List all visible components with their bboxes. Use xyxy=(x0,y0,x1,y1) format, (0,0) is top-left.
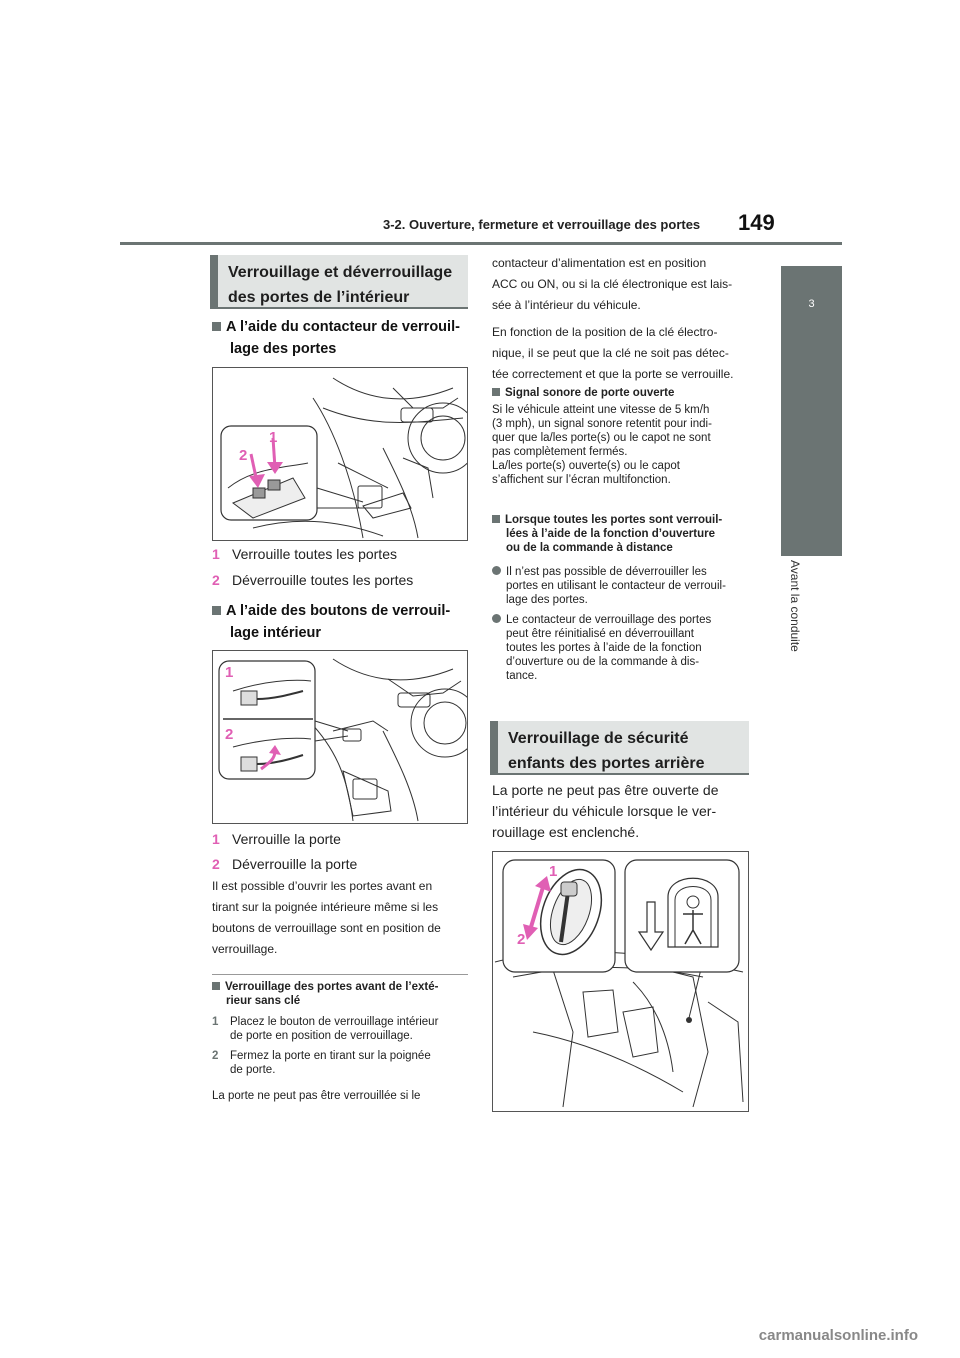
square-bullet-icon xyxy=(212,606,221,615)
paragraph-child-lock: La porte ne peut pas être ouverte de l’intérieur du véhicule lorsque le ver- rouillage est enclenché. xyxy=(492,782,719,840)
header-rule xyxy=(120,242,842,245)
callout-2: 2 xyxy=(239,447,248,464)
callout-1: 1 xyxy=(549,863,558,880)
note-rule xyxy=(212,974,468,975)
bullet-list xyxy=(492,565,754,683)
note-steps xyxy=(212,1015,474,1077)
figure-door-lock-switch xyxy=(212,367,468,541)
section-rule xyxy=(490,773,749,775)
note-body-door-open-buzzer: Si le véhicule atteint une vitesse de 5 km/h (3 mph), un signal sonore retentit pour indi- quer que la/les porte(s) ou le capot ne sont pas complètement fermés. La/les porte(s) ouverte(s) ou le capot s’affichent sur l’écran multifonction. xyxy=(492,404,712,486)
page-number: 149 xyxy=(738,210,775,235)
square-bullet-icon xyxy=(492,515,500,523)
list-item: 2 Fermez la porte en tirant sur la poignée de porte. xyxy=(212,1050,431,1076)
subheading-door-lock-switch: A l’aide du contacteur de verrouil- lage des portes xyxy=(212,316,472,360)
list-item: 2 Déverrouille la porte xyxy=(212,856,358,872)
circle-bullet-icon xyxy=(492,614,501,623)
steps-interior-lock-buttons xyxy=(212,829,472,874)
list-item: Il n’est pas possible de déverrouiller les portes en utilisant le contacteur de verrouil- lage des portes. xyxy=(492,565,754,607)
square-bullet-icon xyxy=(212,982,220,990)
circle-bullet-icon xyxy=(492,566,501,575)
steps-door-lock-switch xyxy=(212,544,472,590)
list-item: 1 Verrouille toutes les portes xyxy=(212,546,397,562)
list-item: 1 Verrouille la porte xyxy=(212,831,341,847)
callout-1: 1 xyxy=(225,664,234,681)
note-title-exterior-lock: Verrouillage des portes avant de l’exté- rieur sans clé xyxy=(212,980,474,1008)
list-item: Le contacteur de verrouillage des portes peut être réinitialisé en déverrouillant toutes les portes à l’aide de la fonction d’ouverture ou de la commande à dis- tance. xyxy=(492,613,754,683)
list-item: 1 Placez le bouton de verrouillage intérieur de porte en position de verrouillage. xyxy=(212,1016,439,1042)
note-title-all-doors-locked: Lorsque toutes les portes sont verrouil- lées à l’aide de la fonction d’ouverture ou de la commande à distance xyxy=(492,513,754,555)
section-title-interior-locking: Verrouillage et déverrouillage des portes de l’intérieur xyxy=(210,255,468,307)
paragraph-continuation: contacteur d’alimentation est en position ACC ou ON, ou si la clé électronique est lais- sée à l’intérieur du véhicule. En fonction de la position de la clé électro- nique, il se peut que la clé ne soit pas détec- tée correctement et que la porte se verrouille. xyxy=(492,256,734,381)
figure-child-safety-lock xyxy=(492,851,749,1112)
callout-1: 1 xyxy=(269,429,278,446)
chapter-label: Avant la conduite xyxy=(788,560,802,652)
square-bullet-icon xyxy=(212,322,221,331)
paragraph-inside-handle: Il est possible d’ouvrir les portes avant en tirant sur la poignée intérieure même si les boutons de verrouillage sont en position de verrouillage. xyxy=(212,879,441,956)
callout-2: 2 xyxy=(517,931,526,948)
subheading-interior-lock-buttons: A l’aide des boutons de verrouil- lage intérieur xyxy=(212,600,472,644)
chapter-number: 3 xyxy=(808,298,815,310)
paragraph-continued: La porte ne peut pas être verrouillée si le xyxy=(212,1090,421,1102)
figure-interior-lock-buttons xyxy=(212,650,468,824)
callout-2: 2 xyxy=(225,726,234,743)
section-rule xyxy=(210,307,468,309)
note-title-door-open-buzzer: Signal sonore de porte ouverte xyxy=(492,386,754,400)
section-title-child-lock: Verrouillage de sécurité enfants des portes arrière xyxy=(490,721,749,773)
running-header: 3-2. Ouverture, fermeture et verrouillage des portes xyxy=(383,217,701,232)
watermark: carmanualsonline.info xyxy=(758,1327,918,1344)
square-bullet-icon xyxy=(492,388,500,396)
list-item: 2 Déverrouille toutes les portes xyxy=(212,572,414,588)
